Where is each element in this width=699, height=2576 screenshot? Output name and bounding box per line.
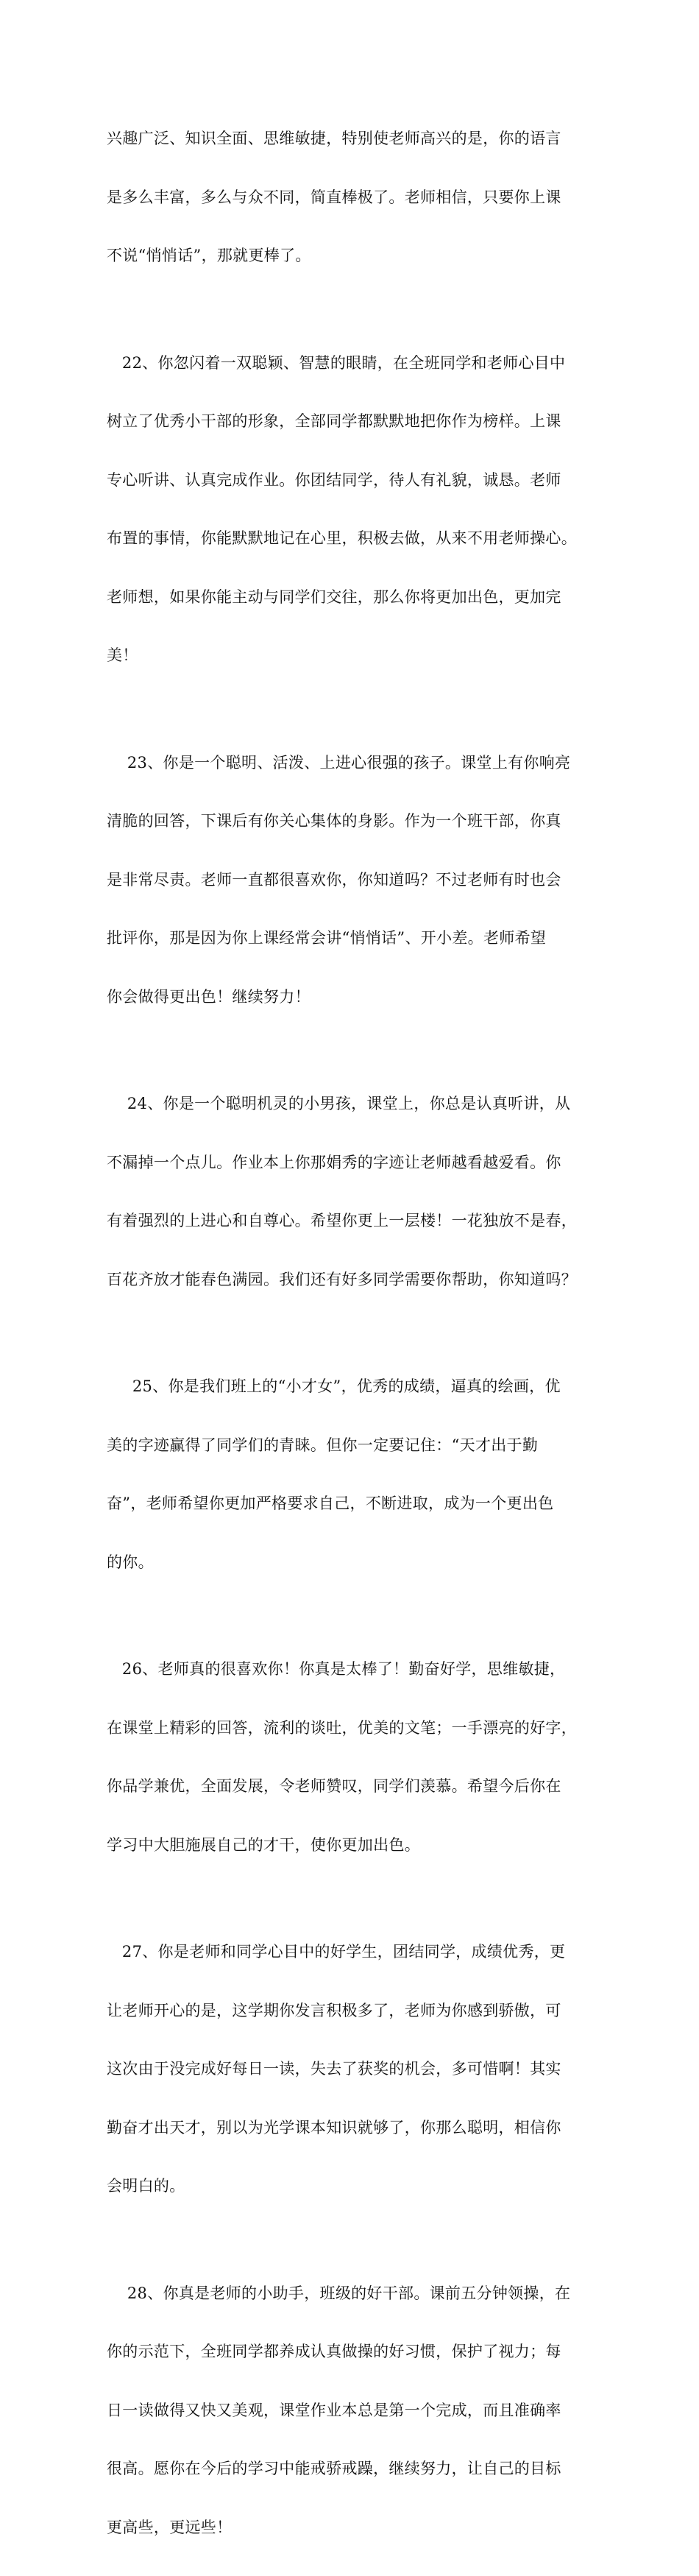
text-line: 老师想，如果你能主动与同学们交往，那么你将更加出色，更加完 bbox=[107, 587, 601, 607]
text-line: 兴趣广泛、知识全面、思维敏捷，特别使老师高兴的是，你的语言 bbox=[107, 129, 601, 149]
paragraph-24 bbox=[107, 1055, 601, 1328]
text-line: 你会做得更出色！继续努力！ bbox=[107, 987, 601, 1007]
text-line: 你品学兼优，全面发展，令老师赞叹，同学们羡慕。希望今后你在 bbox=[107, 1776, 601, 1796]
text-line: 学习中大胆施展自己的才干，使你更加出色。 bbox=[107, 1835, 601, 1855]
text-line: 美！ bbox=[107, 646, 601, 666]
text-line: 有着强烈的上进心和自尊心。希望你更上一层楼！一花独放不是春， bbox=[107, 1211, 601, 1231]
text-line: 不说“悄悄话”，那就更棒了。 bbox=[107, 246, 601, 266]
text-line: 在课堂上精彩的回答，流利的谈吐，优美的文笔；一手漂亮的好字， bbox=[107, 1718, 601, 1738]
text-line: 27、你是老师和同学心目中的好学生，团结同学，成绩优秀，更 bbox=[107, 1942, 601, 1962]
text-line: 不漏掉一个点儿。作业本上你那娟秀的字迹让老师越看越爱看。你 bbox=[107, 1153, 601, 1173]
text-line: 的你。 bbox=[107, 1553, 601, 1573]
text-line: 布置的事情，你能默默地记在心里，积极去做，从来不用老师操心。 bbox=[107, 529, 601, 548]
text-line: 树立了优秀小干部的形象，全部同学都默默地把你作为榜样。上课 bbox=[107, 412, 601, 431]
text-line: 清脆的回答，下课后有你关心集体的身影。作为一个班干部，你真 bbox=[107, 811, 601, 831]
text-line: 你的示范下，全班同学都养成认真做操的好习惯，保护了视力；每 bbox=[107, 2342, 601, 2362]
text-line: 25、你是我们班上的“小才女”，优秀的成绩，逼真的绘画，优 bbox=[107, 1377, 601, 1397]
document-page bbox=[0, 0, 699, 989]
paragraph-27 bbox=[107, 1903, 601, 2235]
text-line: 勤奋才出天才，别以为光学课本知识就够了，你那么聪明，相信你 bbox=[107, 2118, 601, 2138]
document-body bbox=[107, 90, 601, 2576]
text-line: 让老师开心的是，这学期你发言积极多了，老师为你感到骄傲，可 bbox=[107, 2001, 601, 2021]
text-line: 26、老师真的很喜欢你！你真是太棒了！勤奋好学，思维敏捷， bbox=[107, 1659, 601, 1679]
paragraph-28 bbox=[107, 2245, 601, 2576]
text-line: 百花齐放才能春色满园。我们还有好多同学需要你帮助，你知道吗？ bbox=[107, 1270, 601, 1290]
text-line: 22、你忽闪着一双聪颖、智慧的眼睛，在全班同学和老师心目中 bbox=[107, 353, 601, 373]
text-line: 24、你是一个聪明机灵的小男孩，课堂上，你总是认真听讲，从 bbox=[107, 1094, 601, 1114]
paragraph-25 bbox=[107, 1338, 601, 1611]
text-line: 很高。愿你在今后的学习中能戒骄戒躁，继续努力，让自己的目标 bbox=[107, 2459, 601, 2479]
paragraph-22 bbox=[107, 314, 601, 705]
text-line: 专心听讲、认真完成作业。你团结同学，待人有礼貌，诚恳。老师 bbox=[107, 470, 601, 490]
text-line: 奋”，老师希望你更加严格要求自己，不断进取，成为一个更出色 bbox=[107, 1494, 601, 1514]
paragraph-23 bbox=[107, 714, 601, 1046]
text-line: 美的字迹赢得了同学们的青睐。但你一定要记住：“天才出于勤 bbox=[107, 1436, 601, 1455]
text-line: 23、你是一个聪明、活泼、上进心很强的孩子。课堂上有你响亮 bbox=[107, 753, 601, 773]
text-line: 日一读做得又快又美观，课堂作业本总是第一个完成，而且准确率 bbox=[107, 2401, 601, 2421]
paragraph-26 bbox=[107, 1620, 601, 1894]
paragraph-intro bbox=[107, 90, 601, 305]
text-line: 会明白的。 bbox=[107, 2176, 601, 2196]
text-line: 批评你，那是因为你上课经常会讲“悄悄话”、开小差。老师希望 bbox=[107, 928, 601, 948]
text-line: 是非常尽责。老师一直都很喜欢你，你知道吗？不过老师有时也会 bbox=[107, 870, 601, 890]
text-line: 是多么丰富，多么与众不同，简直棒极了。老师相信，只要你上课 bbox=[107, 188, 601, 208]
text-line: 28、你真是老师的小助手，班级的好干部。课前五分钟领操，在 bbox=[107, 2284, 601, 2304]
text-line: 更高些，更远些！ bbox=[107, 2518, 601, 2538]
text-line: 这次由于没完成好每日一读，失去了获奖的机会，多可惜啊！其实 bbox=[107, 2059, 601, 2079]
